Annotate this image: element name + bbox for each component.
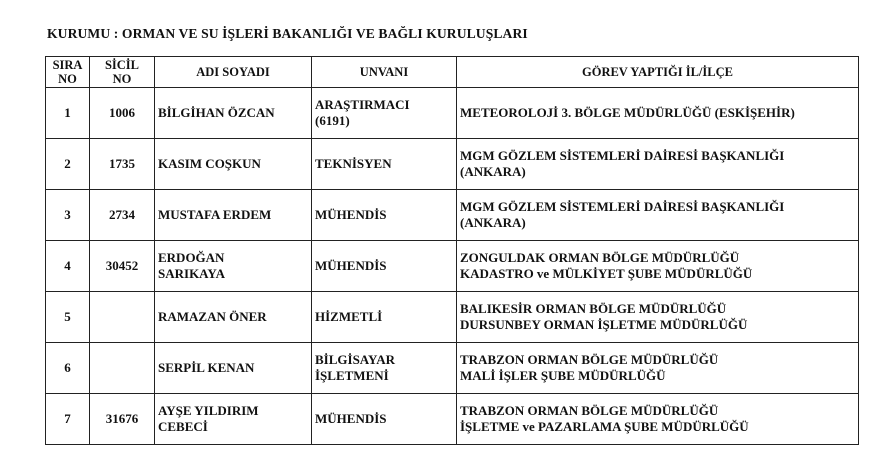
cell-ad: KASIM COŞKUN — [155, 139, 312, 190]
cell-sicil: 2734 — [90, 190, 155, 241]
cell-unvan: HİZMETLİ — [312, 292, 457, 343]
header-gorev-yeri: GÖREV YAPTIĞI İL/İLÇE — [457, 57, 859, 88]
cell-sicil: 31676 — [90, 394, 155, 445]
cell-sira: 3 — [46, 190, 90, 241]
header-unvani: UNVANI — [312, 57, 457, 88]
cell-sira: 2 — [46, 139, 90, 190]
cell-gorev: ZONGULDAK ORMAN BÖLGE MÜDÜRLÜĞÜ KADASTRO ve MÜLKİYET ŞUBE MÜDÜRLÜĞÜ — [457, 241, 859, 292]
table-row — [46, 88, 859, 139]
cell-sicil: 30452 — [90, 241, 155, 292]
cell-unvan: TEKNİSYEN — [312, 139, 457, 190]
header-sira-no: SIRA NO — [46, 57, 90, 88]
cell-gorev: BALIKESİR ORMAN BÖLGE MÜDÜRLÜĞÜ DURSUNBEY ORMAN İŞLETME MÜDÜRLÜĞÜ — [457, 292, 859, 343]
cell-gorev: TRABZON ORMAN BÖLGE MÜDÜRLÜĞÜ MALİ İŞLER ŞUBE MÜDÜRLÜĞÜ — [457, 343, 859, 394]
table-row — [46, 190, 859, 241]
cell-ad: MUSTAFA ERDEM — [155, 190, 312, 241]
cell-sira: 6 — [46, 343, 90, 394]
cell-gorev: MGM GÖZLEM SİSTEMLERİ DAİRESİ BAŞKANLIĞI (ANKARA) — [457, 139, 859, 190]
cell-unvan: MÜHENDİS — [312, 190, 457, 241]
cell-gorev: MGM GÖZLEM SİSTEMLERİ DAİRESİ BAŞKANLIĞI (ANKARA) — [457, 190, 859, 241]
cell-sicil: 1735 — [90, 139, 155, 190]
cell-ad: ERDOĞAN SARIKAYA — [155, 241, 312, 292]
cell-sira: 1 — [46, 88, 90, 139]
cell-gorev: TRABZON ORMAN BÖLGE MÜDÜRLÜĞÜ İŞLETME ve PAZARLAMA ŞUBE MÜDÜRLÜĞÜ — [457, 394, 859, 445]
cell-ad: AYŞE YILDIRIM CEBECİ — [155, 394, 312, 445]
document-title: KURUMU : ORMAN VE SU İŞLERİ BAKANLIĞI VE BAĞLI KURULUŞLARI — [47, 26, 528, 41]
cell-unvan: MÜHENDİS — [312, 241, 457, 292]
header-row — [46, 57, 859, 88]
cell-ad: SERPİL KENAN — [155, 343, 312, 394]
table-row — [46, 343, 859, 394]
cell-sira: 5 — [46, 292, 90, 343]
table-row — [46, 241, 859, 292]
header-adi-soyadi: ADI SOYADI — [155, 57, 312, 88]
cell-unvan: BİLGİSAYAR İŞLETMENİ — [312, 343, 457, 394]
table-row — [46, 292, 859, 343]
cell-sicil: 1006 — [90, 88, 155, 139]
cell-unvan: ARAŞTIRMACI (6191) — [312, 88, 457, 139]
cell-ad: BİLGİHAN ÖZCAN — [155, 88, 312, 139]
cell-gorev: METEOROLOJİ 3. BÖLGE MÜDÜRLÜĞÜ (ESKİŞEHİR) — [457, 88, 859, 139]
cell-sira: 4 — [46, 241, 90, 292]
header-sicil-no: SİCİL NO — [90, 57, 155, 88]
personnel-table — [45, 56, 859, 445]
cell-sicil — [90, 343, 155, 394]
cell-sira: 7 — [46, 394, 90, 445]
cell-unvan: MÜHENDİS — [312, 394, 457, 445]
table-row — [46, 394, 859, 445]
cell-ad: RAMAZAN ÖNER — [155, 292, 312, 343]
table-row — [46, 139, 859, 190]
cell-sicil — [90, 292, 155, 343]
